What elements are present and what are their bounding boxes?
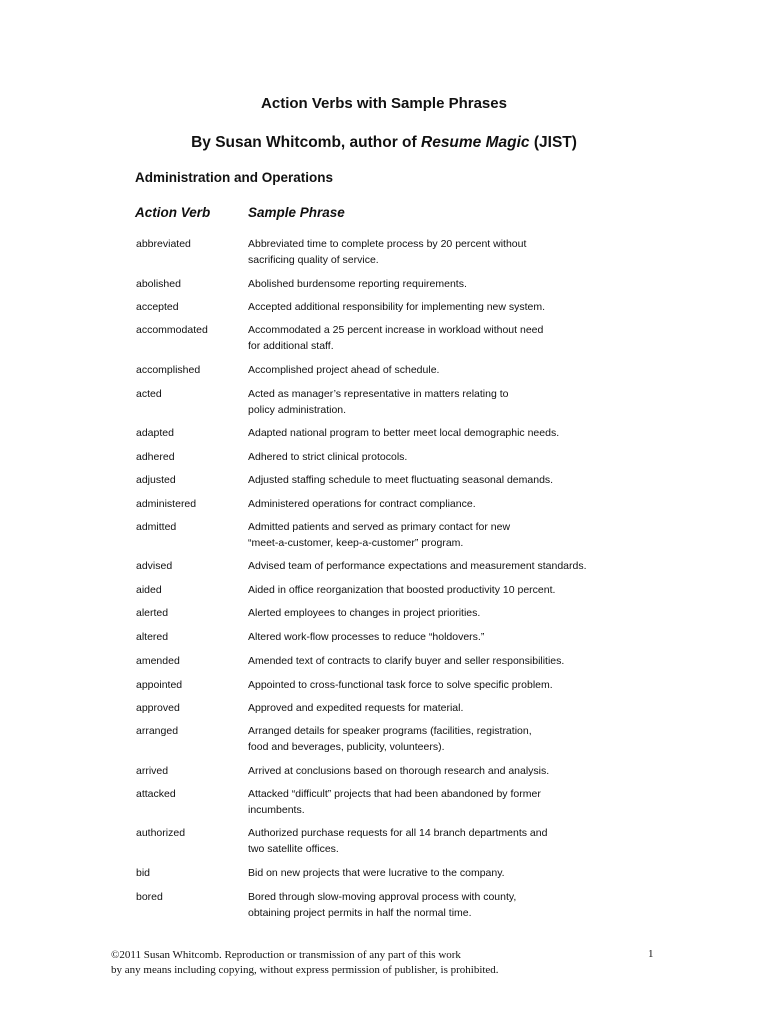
sample-phrase-line: Accepted additional responsibility for implementing new system.	[248, 301, 546, 313]
action-verb: adhered	[136, 451, 175, 463]
sample-phrase	[248, 825, 648, 857]
sample-phrase-line: Amended text of contracts to clarify buyer and seller responsibilities.	[248, 655, 565, 667]
sample-phrase	[248, 276, 648, 292]
copyright-footer	[111, 948, 656, 978]
action-verb: acted	[136, 388, 162, 400]
action-verb: alerted	[136, 607, 169, 619]
sample-phrase	[248, 386, 648, 418]
sample-phrase-line: Accomplished project ahead of schedule.	[248, 364, 440, 376]
byline-prefix: By Susan Whitcomb, author of	[191, 134, 421, 151]
action-verb: approved	[136, 702, 180, 714]
action-verb: arranged	[136, 725, 179, 737]
sample-phrase-line: Altered work-flow processes to reduce “holdovers.”	[248, 631, 485, 643]
sample-phrase-line: Authorized purchase requests for all 14 branch departments and	[248, 827, 548, 839]
action-verb: administered	[136, 498, 197, 510]
sample-phrase-line: policy administration.	[248, 404, 347, 416]
byline-book-title: Resume Magic	[421, 134, 530, 151]
sample-phrase-line: Aided in office reorganization that boosted productivity 10 percent.	[248, 584, 556, 596]
sample-phrase	[248, 449, 648, 465]
byline-suffix: (JIST)	[529, 134, 577, 151]
sample-phrase	[248, 299, 648, 315]
sample-phrase-line: Adhered to strict clinical protocols.	[248, 451, 408, 463]
action-verb: attacked	[136, 788, 176, 800]
sample-phrase-line: Attacked “difficult” projects that had been abandoned by former	[248, 788, 541, 800]
column-header-verb: Action Verb	[135, 205, 211, 220]
action-verb: aided	[136, 584, 162, 596]
action-verb: authorized	[136, 827, 186, 839]
sample-phrase	[248, 653, 648, 669]
sample-phrase-line: Arrived at conclusions based on thorough research and analysis.	[248, 765, 550, 777]
footer-line-1: ©2011 Susan Whitcomb. Reproduction or transmission of any part of this work	[111, 949, 461, 961]
sample-phrase	[248, 677, 648, 693]
sample-phrase	[248, 472, 648, 488]
sample-phrase	[248, 558, 648, 574]
sample-phrase-line: Bored through slow-moving approval process with county,	[248, 891, 517, 903]
sample-phrase	[248, 865, 648, 881]
sample-phrase-line: obtaining project permits in half the normal time.	[248, 907, 472, 919]
sample-phrase-line: Administered operations for contract compliance.	[248, 498, 476, 510]
column-header-phrase: Sample Phrase	[248, 205, 345, 220]
sample-phrase-line: Adjusted staffing schedule to meet fluctuating seasonal demands.	[248, 474, 554, 486]
sample-phrase-line: Appointed to cross-functional task force to solve specific problem.	[248, 679, 553, 691]
action-verb: accomplished	[136, 364, 201, 376]
sample-phrase	[248, 605, 648, 621]
action-verb: adapted	[136, 427, 174, 439]
sample-phrase-line: Advised team of performance expectations and measurement standards.	[248, 560, 587, 572]
sample-phrase-line: incumbents.	[248, 804, 305, 816]
sample-phrase-line: “meet-a-customer, keep-a-customer” program.	[248, 537, 464, 549]
sample-phrase-line: Admitted patients and served as primary contact for new	[248, 521, 511, 533]
sample-phrase-line: Arranged details for speaker programs (facilities, registration,	[248, 725, 532, 737]
sample-phrase-line: Abolished burdensome reporting requirements.	[248, 278, 467, 290]
sample-phrase	[248, 629, 648, 645]
action-verb: accepted	[136, 301, 179, 313]
action-verb: amended	[136, 655, 180, 667]
sample-phrase	[248, 496, 648, 512]
sample-phrase	[248, 582, 648, 598]
sample-phrase	[248, 322, 648, 354]
sample-phrase-line: Approved and expedited requests for material.	[248, 702, 464, 714]
sample-phrase	[248, 519, 648, 551]
sample-phrase	[248, 889, 648, 921]
sample-phrase-line: Alerted employees to changes in project priorities.	[248, 607, 481, 619]
sample-phrase	[248, 425, 648, 441]
action-verb: accommodated	[136, 324, 208, 336]
sample-phrase	[248, 700, 648, 716]
document-byline	[0, 134, 768, 152]
sample-phrase-line: for additional staff.	[248, 340, 334, 352]
sample-phrase-line: Accommodated a 25 percent increase in workload without need	[248, 324, 544, 336]
sample-phrase-line: Abbreviated time to complete process by 20 percent without	[248, 238, 527, 250]
action-verb: abbreviated	[136, 238, 191, 250]
sample-phrase	[248, 236, 648, 268]
action-verb: appointed	[136, 679, 183, 691]
action-verb: arrived	[136, 765, 169, 777]
document-title: Action Verbs with Sample Phrases	[261, 95, 507, 112]
sample-phrase-line: Bid on new projects that were lucrative to the company.	[248, 867, 505, 879]
sample-phrase-line: two satellite offices.	[248, 843, 339, 855]
action-verb: adjusted	[136, 474, 176, 486]
sample-phrase	[248, 362, 648, 378]
sample-phrase	[248, 786, 648, 818]
sample-phrase-line: food and beverages, publicity, volunteers).	[248, 741, 445, 753]
action-verb: admitted	[136, 521, 177, 533]
sample-phrase-line: Adapted national program to better meet local demographic needs.	[248, 427, 560, 439]
sample-phrase	[248, 723, 648, 755]
sample-phrase-line: sacrificing quality of service.	[248, 254, 379, 266]
action-verb: altered	[136, 631, 169, 643]
action-verb: bored	[136, 891, 163, 903]
action-verb: advised	[136, 560, 173, 572]
sample-phrase	[248, 763, 648, 779]
footer-line-2: by any means including copying, without express permission of publisher, is prohibited.	[111, 964, 499, 976]
action-verb: abolished	[136, 278, 181, 290]
action-verb: bid	[136, 867, 151, 879]
section-heading: Administration and Operations	[135, 170, 334, 185]
page-number: 1	[648, 948, 654, 960]
sample-phrase-line: Acted as manager’s representative in matters relating to	[248, 388, 509, 400]
